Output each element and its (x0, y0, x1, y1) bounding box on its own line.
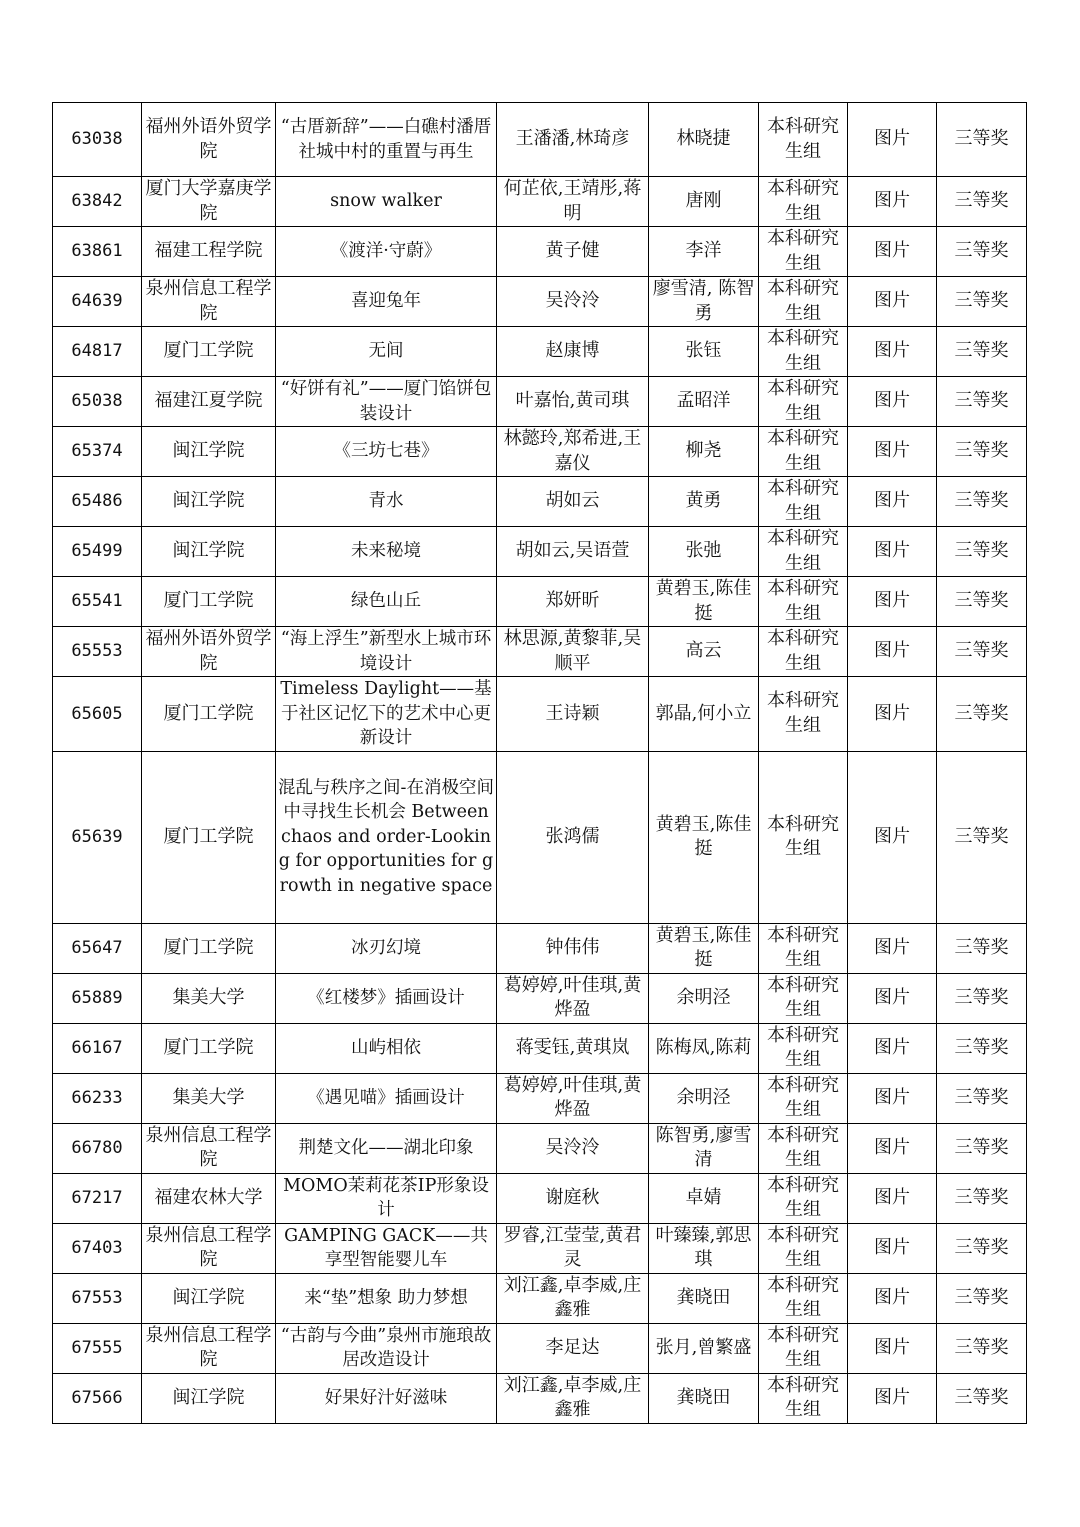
cell-advisor: 龚晓田 (649, 1373, 759, 1423)
cell-type: 图片 (848, 1223, 937, 1273)
cell-advisor: 叶臻臻,郭思琪 (649, 1223, 759, 1273)
cell-advisor: 张月,曾繁盛 (649, 1323, 759, 1373)
cell-award: 三等奖 (937, 277, 1027, 327)
cell-award: 三等奖 (937, 177, 1027, 227)
cell-advisor: 柳尧 (649, 427, 759, 477)
cell-authors: 刘江鑫,卓李威,庄鑫雅 (497, 1373, 649, 1423)
cell-group: 本科研究生组 (759, 627, 848, 677)
cell-entry-id: 65499 (53, 527, 142, 577)
cell-entry-id: 65038 (53, 377, 142, 427)
cell-award: 三等奖 (937, 1123, 1027, 1173)
cell-type: 图片 (848, 477, 937, 527)
cell-school: 福州外语外贸学院 (142, 627, 276, 677)
cell-award: 三等奖 (937, 1023, 1027, 1073)
cell-work-title: 青水 (276, 477, 497, 527)
cell-advisor: 龚晓田 (649, 1273, 759, 1323)
cell-group: 本科研究生组 (759, 577, 848, 627)
cell-group: 本科研究生组 (759, 751, 848, 923)
cell-work-title: “古韵与今曲”泉州市施琅故居改造设计 (276, 1323, 497, 1373)
cell-work-title: 绿色山丘 (276, 577, 497, 627)
cell-group: 本科研究生组 (759, 177, 848, 227)
cell-award: 三等奖 (937, 377, 1027, 427)
cell-school: 泉州信息工程学院 (142, 277, 276, 327)
cell-type: 图片 (848, 377, 937, 427)
cell-work-title: “海上浮生”新型水上城市环境设计 (276, 627, 497, 677)
cell-authors: 胡如云,吴语萱 (497, 527, 649, 577)
cell-authors: 刘江鑫,卓李威,庄鑫雅 (497, 1273, 649, 1323)
table-row (53, 973, 1027, 1023)
cell-entry-id: 63861 (53, 227, 142, 277)
cell-school: 福建江夏学院 (142, 377, 276, 427)
cell-type: 图片 (848, 227, 937, 277)
cell-group: 本科研究生组 (759, 277, 848, 327)
cell-work-title: GAMPING GACK——共享型智能婴儿车 (276, 1223, 497, 1273)
cell-award: 三等奖 (937, 1223, 1027, 1273)
cell-advisor: 陈智勇,廖雪清 (649, 1123, 759, 1173)
cell-type: 图片 (848, 973, 937, 1023)
cell-group: 本科研究生组 (759, 1223, 848, 1273)
cell-advisor: 林晓捷 (649, 103, 759, 177)
cell-entry-id: 66780 (53, 1123, 142, 1173)
cell-school: 厦门工学院 (142, 751, 276, 923)
cell-group: 本科研究生组 (759, 1173, 848, 1223)
table-row (53, 1223, 1027, 1273)
cell-authors: 黄子健 (497, 227, 649, 277)
cell-authors: 吴泠泠 (497, 277, 649, 327)
cell-school: 福建工程学院 (142, 227, 276, 277)
table-row (53, 627, 1027, 677)
cell-work-title: snow walker (276, 177, 497, 227)
cell-type: 图片 (848, 427, 937, 477)
cell-award: 三等奖 (937, 527, 1027, 577)
table-row (53, 527, 1027, 577)
cell-advisor: 黄碧玉,陈佳挺 (649, 577, 759, 627)
cell-school: 福州外语外贸学院 (142, 103, 276, 177)
table-row (53, 1073, 1027, 1123)
cell-type: 图片 (848, 751, 937, 923)
table-row (53, 923, 1027, 973)
cell-authors: 郑妍昕 (497, 577, 649, 627)
cell-entry-id: 63842 (53, 177, 142, 227)
cell-award: 三等奖 (937, 577, 1027, 627)
cell-advisor: 高云 (649, 627, 759, 677)
table-row (53, 1273, 1027, 1323)
cell-award: 三等奖 (937, 427, 1027, 477)
cell-award: 三等奖 (937, 1323, 1027, 1373)
cell-advisor: 张钰 (649, 327, 759, 377)
cell-type: 图片 (848, 923, 937, 973)
table-row (53, 1373, 1027, 1423)
cell-type: 图片 (848, 1073, 937, 1123)
cell-entry-id: 65647 (53, 923, 142, 973)
cell-school: 闽江学院 (142, 1273, 276, 1323)
cell-group: 本科研究生组 (759, 377, 848, 427)
cell-group: 本科研究生组 (759, 973, 848, 1023)
cell-school: 闽江学院 (142, 527, 276, 577)
cell-type: 图片 (848, 1323, 937, 1373)
cell-entry-id: 65541 (53, 577, 142, 627)
cell-type: 图片 (848, 677, 937, 752)
cell-work-title: Timeless Daylight——基于社区记忆下的艺术中心更新设计 (276, 677, 497, 752)
cell-advisor: 孟昭洋 (649, 377, 759, 427)
cell-work-title: 混乱与秩序之间-在消极空间中寻找生长机会 Between chaos and order-Looking for opportunities for growth in negative space (276, 751, 497, 923)
cell-advisor: 郭晶,何小立 (649, 677, 759, 752)
cell-authors: 林思源,黄黎菲,吴顺平 (497, 627, 649, 677)
cell-group: 本科研究生组 (759, 1273, 848, 1323)
cell-school: 厦门工学院 (142, 327, 276, 377)
cell-type: 图片 (848, 1273, 937, 1323)
cell-work-title: 《三坊七巷》 (276, 427, 497, 477)
cell-work-title: 未来秘境 (276, 527, 497, 577)
table-row (53, 1323, 1027, 1373)
cell-advisor: 黄碧玉,陈佳挺 (649, 751, 759, 923)
cell-award: 三等奖 (937, 1373, 1027, 1423)
table-body (53, 103, 1027, 1424)
cell-entry-id: 67566 (53, 1373, 142, 1423)
award-table (52, 102, 1027, 1424)
cell-authors: 葛婷婷,叶佳琪,黄烨盈 (497, 1073, 649, 1123)
cell-award: 三等奖 (937, 103, 1027, 177)
cell-group: 本科研究生组 (759, 477, 848, 527)
cell-school: 厦门工学院 (142, 923, 276, 973)
cell-group: 本科研究生组 (759, 677, 848, 752)
cell-work-title: “古厝新辞”——白礁村潘厝社城中村的重置与再生 (276, 103, 497, 177)
cell-group: 本科研究生组 (759, 1373, 848, 1423)
cell-work-title: 无间 (276, 327, 497, 377)
cell-school: 厦门工学院 (142, 677, 276, 752)
cell-entry-id: 67555 (53, 1323, 142, 1373)
cell-type: 图片 (848, 1373, 937, 1423)
cell-award: 三等奖 (937, 1173, 1027, 1223)
cell-authors: 钟伟伟 (497, 923, 649, 973)
table-row (53, 177, 1027, 227)
cell-entry-id: 64639 (53, 277, 142, 327)
cell-work-title: 荆楚文化——湖北印象 (276, 1123, 497, 1173)
cell-award: 三等奖 (937, 677, 1027, 752)
table-row (53, 577, 1027, 627)
cell-entry-id: 65374 (53, 427, 142, 477)
cell-group: 本科研究生组 (759, 1323, 848, 1373)
table-row (53, 677, 1027, 752)
cell-work-title: “好饼有礼”——厦门馅饼包装设计 (276, 377, 497, 427)
cell-type: 图片 (848, 1123, 937, 1173)
cell-authors: 蒋雯钰,黄琪岚 (497, 1023, 649, 1073)
cell-award: 三等奖 (937, 923, 1027, 973)
cell-authors: 葛婷婷,叶佳琪,黄烨盈 (497, 973, 649, 1023)
cell-advisor: 李洋 (649, 227, 759, 277)
cell-work-title: 《渡洋·守蔚》 (276, 227, 497, 277)
cell-authors: 何芷依,王靖彤,蒋明 (497, 177, 649, 227)
cell-work-title: 喜迎兔年 (276, 277, 497, 327)
cell-advisor: 余明泾 (649, 973, 759, 1023)
cell-authors: 林懿玲,郑希进,王嘉仪 (497, 427, 649, 477)
cell-group: 本科研究生组 (759, 1073, 848, 1123)
cell-type: 图片 (848, 1023, 937, 1073)
cell-type: 图片 (848, 327, 937, 377)
cell-advisor: 唐刚 (649, 177, 759, 227)
cell-authors: 吴泠泠 (497, 1123, 649, 1173)
cell-work-title: 山屿相依 (276, 1023, 497, 1073)
cell-school: 福建农林大学 (142, 1173, 276, 1223)
cell-work-title: 来“垫”想象 助力梦想 (276, 1273, 497, 1323)
cell-group: 本科研究生组 (759, 923, 848, 973)
table-row (53, 277, 1027, 327)
cell-entry-id: 66167 (53, 1023, 142, 1073)
cell-entry-id: 66233 (53, 1073, 142, 1123)
cell-entry-id: 65605 (53, 677, 142, 752)
cell-entry-id: 65486 (53, 477, 142, 527)
cell-award: 三等奖 (937, 327, 1027, 377)
cell-advisor: 卓婧 (649, 1173, 759, 1223)
table-row (53, 377, 1027, 427)
cell-authors: 李足达 (497, 1323, 649, 1373)
cell-work-title: 《红楼梦》插画设计 (276, 973, 497, 1023)
cell-award: 三等奖 (937, 477, 1027, 527)
cell-school: 集美大学 (142, 973, 276, 1023)
cell-authors: 胡如云 (497, 477, 649, 527)
cell-award: 三等奖 (937, 627, 1027, 677)
cell-group: 本科研究生组 (759, 103, 848, 177)
cell-school: 泉州信息工程学院 (142, 1123, 276, 1173)
table-row (53, 227, 1027, 277)
cell-type: 图片 (848, 577, 937, 627)
table-row (53, 1123, 1027, 1173)
cell-award: 三等奖 (937, 973, 1027, 1023)
cell-school: 厦门工学院 (142, 1023, 276, 1073)
cell-authors: 罗睿,江莹莹,黄君灵 (497, 1223, 649, 1273)
cell-group: 本科研究生组 (759, 1123, 848, 1173)
cell-authors: 王潘潘,林琦彦 (497, 103, 649, 177)
table-row (53, 1173, 1027, 1223)
cell-type: 图片 (848, 177, 937, 227)
cell-authors: 叶嘉怡,黄司琪 (497, 377, 649, 427)
cell-group: 本科研究生组 (759, 227, 848, 277)
cell-advisor: 黄勇 (649, 477, 759, 527)
cell-group: 本科研究生组 (759, 327, 848, 377)
cell-group: 本科研究生组 (759, 527, 848, 577)
cell-type: 图片 (848, 627, 937, 677)
cell-entry-id: 65553 (53, 627, 142, 677)
cell-authors: 谢庭秋 (497, 1173, 649, 1223)
table-row (53, 103, 1027, 177)
cell-entry-id: 67217 (53, 1173, 142, 1223)
cell-entry-id: 65639 (53, 751, 142, 923)
cell-school: 泉州信息工程学院 (142, 1323, 276, 1373)
cell-work-title: 好果好汁好滋味 (276, 1373, 497, 1423)
cell-advisor: 张弛 (649, 527, 759, 577)
cell-type: 图片 (848, 277, 937, 327)
cell-entry-id: 67553 (53, 1273, 142, 1323)
cell-type: 图片 (848, 103, 937, 177)
cell-authors: 张鸿儒 (497, 751, 649, 923)
cell-award: 三等奖 (937, 751, 1027, 923)
cell-advisor: 廖雪清, 陈智勇 (649, 277, 759, 327)
cell-award: 三等奖 (937, 227, 1027, 277)
cell-type: 图片 (848, 1173, 937, 1223)
table-row (53, 327, 1027, 377)
cell-authors: 赵康博 (497, 327, 649, 377)
cell-school: 闽江学院 (142, 1373, 276, 1423)
cell-award: 三等奖 (937, 1073, 1027, 1123)
cell-type: 图片 (848, 527, 937, 577)
cell-work-title: 《遇见喵》插画设计 (276, 1073, 497, 1123)
cell-school: 厦门大学嘉庚学院 (142, 177, 276, 227)
cell-group: 本科研究生组 (759, 1023, 848, 1073)
cell-entry-id: 65889 (53, 973, 142, 1023)
cell-school: 闽江学院 (142, 427, 276, 477)
cell-entry-id: 63038 (53, 103, 142, 177)
cell-school: 泉州信息工程学院 (142, 1223, 276, 1273)
table-row (53, 751, 1027, 923)
cell-work-title: MOMO茉莉花茶IP形象设计 (276, 1173, 497, 1223)
table-row (53, 1023, 1027, 1073)
cell-entry-id: 64817 (53, 327, 142, 377)
cell-work-title: 冰刃幻境 (276, 923, 497, 973)
cell-school: 集美大学 (142, 1073, 276, 1123)
cell-advisor: 黄碧玉,陈佳挺 (649, 923, 759, 973)
cell-authors: 王诗颖 (497, 677, 649, 752)
cell-advisor: 余明泾 (649, 1073, 759, 1123)
cell-entry-id: 67403 (53, 1223, 142, 1273)
cell-group: 本科研究生组 (759, 427, 848, 477)
table-row (53, 427, 1027, 477)
cell-award: 三等奖 (937, 1273, 1027, 1323)
cell-advisor: 陈梅凤,陈莉 (649, 1023, 759, 1073)
table-row (53, 477, 1027, 527)
cell-school: 厦门工学院 (142, 577, 276, 627)
cell-school: 闽江学院 (142, 477, 276, 527)
